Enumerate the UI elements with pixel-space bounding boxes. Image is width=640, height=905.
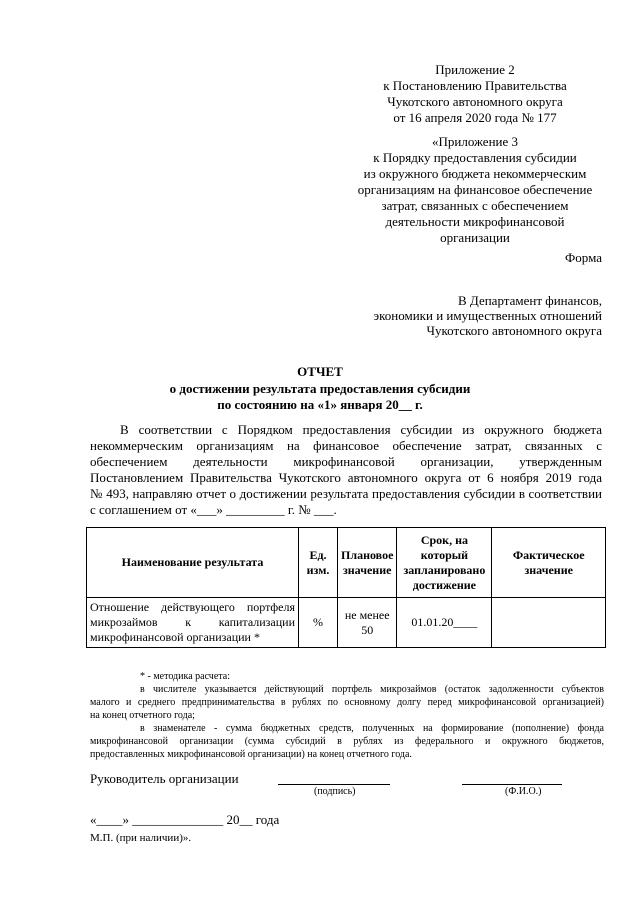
addressee-line: В Департамент финансов, — [458, 293, 602, 308]
body-paragraph — [90, 422, 602, 518]
appendix-header — [330, 62, 620, 126]
appendix-line: от 16 апреля 2020 года № 177 — [393, 110, 557, 125]
appendix3-line: к Порядку предоставления субсидии — [373, 150, 577, 165]
appendix3-header — [330, 134, 620, 246]
table-header-row — [87, 528, 606, 598]
appendix3-line: организации — [440, 230, 510, 245]
signature-caption: (подпись) — [314, 786, 356, 797]
planned-line: не менее — [344, 607, 390, 622]
name-line — [462, 784, 562, 785]
appendix-line: Чукотского автономного округа — [387, 94, 563, 109]
result-name-line: микрозаймов к капитализации — [90, 615, 295, 629]
appendix3-line: затрат, связанных с обеспечением — [381, 198, 569, 213]
notes-denominator-line: в знаменателе - сумма бюджетных средств, полученных на формирование (пополнение) фонда — [140, 723, 604, 734]
head-label: Руководитель организации — [90, 771, 239, 786]
body-line: № 493, направляю отчет о достижении результата предоставления субсидии в соответствии — [90, 486, 602, 501]
cell-result-name — [87, 598, 299, 648]
notes-heading: * - методика расчета: — [140, 671, 230, 682]
appendix-line: Приложение 2 — [435, 62, 515, 77]
planned-line: 50 — [361, 622, 374, 637]
notes-numerator-line: малого и среднего предпринимательства в рублях по основному долгу перед микрофинансовой организацией) — [90, 697, 604, 708]
cell-deadline: 01.01.20____ — [397, 598, 492, 648]
form-label: Форма — [565, 250, 602, 265]
cell-planned — [338, 598, 397, 648]
appendix3-line: «Приложение 3 — [431, 134, 519, 149]
table-row — [87, 598, 606, 648]
cell-unit: % — [299, 598, 338, 648]
body-line: некоммерческим организациям на финансовое обеспечение затрат, связанных с — [90, 438, 602, 453]
header-deadline: Срок, на который запланировано достижение — [397, 528, 492, 598]
name-caption: (Ф.И.О.) — [505, 786, 542, 797]
notes-denominator-line: микрофинансовой организации (сумма субсидий в рублях из федерального и окружного бюджетов, — [90, 736, 604, 747]
appendix3-line: из окружного бюджета некоммерческим — [363, 166, 587, 181]
header-planned: Плановое значение — [338, 528, 397, 598]
report-title: ОТЧЕТ — [297, 364, 343, 379]
stamp-label: М.П. (при наличии)». — [90, 832, 192, 844]
report-date-line: по состоянию на «1» января 20__ г. — [217, 397, 423, 412]
addressee-line: Чукотского автономного округа — [426, 323, 602, 338]
body-line: Постановлением Правительства Чукотского автономного округа от 6 ноября 2019 года — [90, 470, 602, 485]
result-name-line: Отношение действующего портфеля — [90, 600, 295, 614]
cell-actual — [492, 598, 606, 648]
addressee-block — [374, 293, 602, 338]
appendix3-line: организациям на финансовое обеспечение — [357, 182, 593, 197]
body-line: с соглашением от «___» _________ г. № ___. — [90, 502, 337, 517]
header-result-name: Наименование результата — [87, 528, 299, 598]
notes-numerator-line: на конец отчетного года; — [90, 710, 195, 721]
notes-denominator-line: предоставленных микрофинансовой организации) на конец отчетного года. — [90, 749, 412, 760]
body-line: обеспечением деятельности микрофинансовой организации, утвержденным — [90, 454, 602, 469]
report-subtitle: о достижении результата предоставления субсидии — [169, 381, 471, 396]
addressee-line: экономики и имущественных отношений — [373, 308, 602, 323]
appendix-line: к Постановлению Правительства — [383, 78, 567, 93]
notes-numerator-line: в числителе указывается действующий портфель микрозаймов (остаток задолженности субъектов — [140, 684, 604, 695]
body-line: В соответствии с Порядком предоставления субсидии из окружного бюджета — [120, 422, 602, 437]
signature-line — [278, 784, 390, 785]
appendix3-line: деятельности микрофинансовой — [385, 214, 565, 229]
results-table — [86, 527, 606, 648]
header-unit: Ед. изм. — [299, 528, 338, 598]
header-actual: Фактическое значение — [492, 528, 606, 598]
date-line: «____» ______________ 20__ года — [90, 812, 280, 827]
calculation-notes — [90, 670, 604, 761]
result-name-line: микрофинансовой организации * — [90, 630, 260, 644]
